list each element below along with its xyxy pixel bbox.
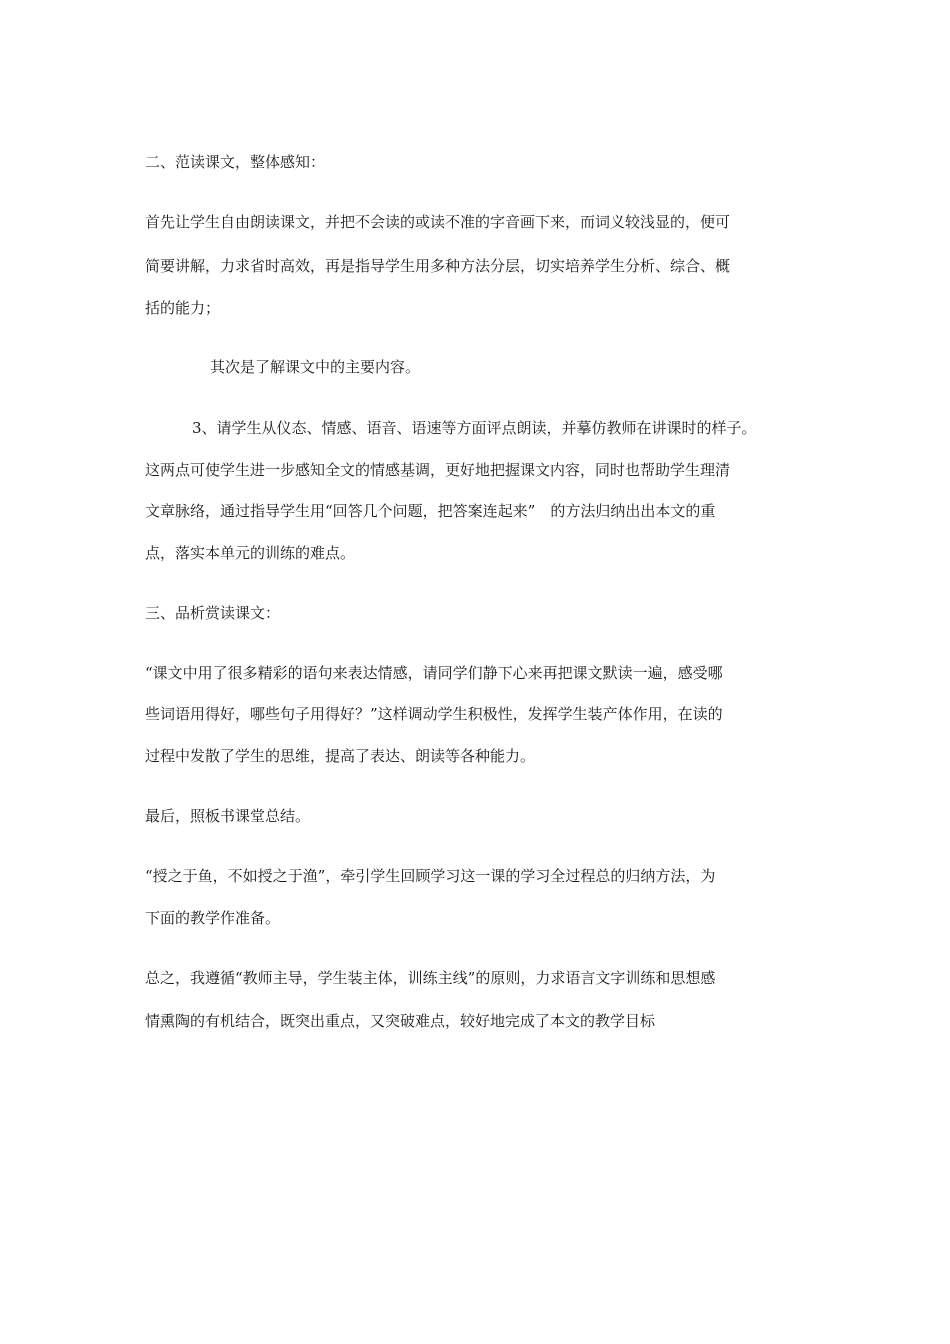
paragraph-line: 总之，我遵循“教师主导，学生装主体，训练主线”的原则，力求语言文字训练和思想感 [145,969,716,987]
paragraph-line: 首先让学生自由朗读课文，并把不会读的或读不准的字音画下来，而词义较浅显的，便可 [145,213,731,231]
paragraph-line: “授之于鱼，不如授之于渔”，牵引学生回顾学习这一课的学习全过程总的归纳方法，为 [145,867,716,885]
paragraph-line: 过程中发散了学生的思维，提高了表达、朗读等各种能力。 [145,747,536,765]
section-heading-2: 二、范读课文，整体感知： [145,153,326,171]
paragraph-line: 些词语用得好，哪些句子用得好？”这样调动学生积极性，发挥学生装产体作用，在读的 [145,705,723,723]
paragraph-line: 这两点可使学生进一步感知全文的情感基调，更好地把握课文内容，同时也帮助学生理清 [145,461,731,479]
paragraph-line: “课文中用了很多精彩的语句来表达情感，请同学们静下心来再把课文默读一遍，感受哪 [145,664,723,682]
paragraph-line: 情熏陶的有机结合，既突出重点，又突破难点，较好地完成了本文的教学目标 [145,1012,656,1030]
paragraph-5: 最后，照板书课堂总结。 [145,807,311,825]
paragraph-line: 文章脉络，通过指导学生用“回答几个问题，把答案连起来” 的方法归纳出出本文的重 [145,502,716,520]
paragraph-line: 3、请学生从仪态、情感、语音、语速等方面评点朗读，并摹仿教师在讲课时的样子。 [192,419,757,437]
paragraph-line: 括的能力； [145,299,221,317]
paragraph-line: 点，落实本单元的训练的难点。 [145,544,356,562]
paragraph-line: 简要讲解，力求省时高效，再是指导学生用多种方法分层，切实培养学生分析、综合、概 [145,257,731,275]
section-heading-3: 三、品析赏读课文： [145,604,281,622]
paragraph-line: 下面的教学作准备。 [145,909,281,927]
paragraph-2: 其次是了解课文中的主要内容。 [210,358,421,376]
